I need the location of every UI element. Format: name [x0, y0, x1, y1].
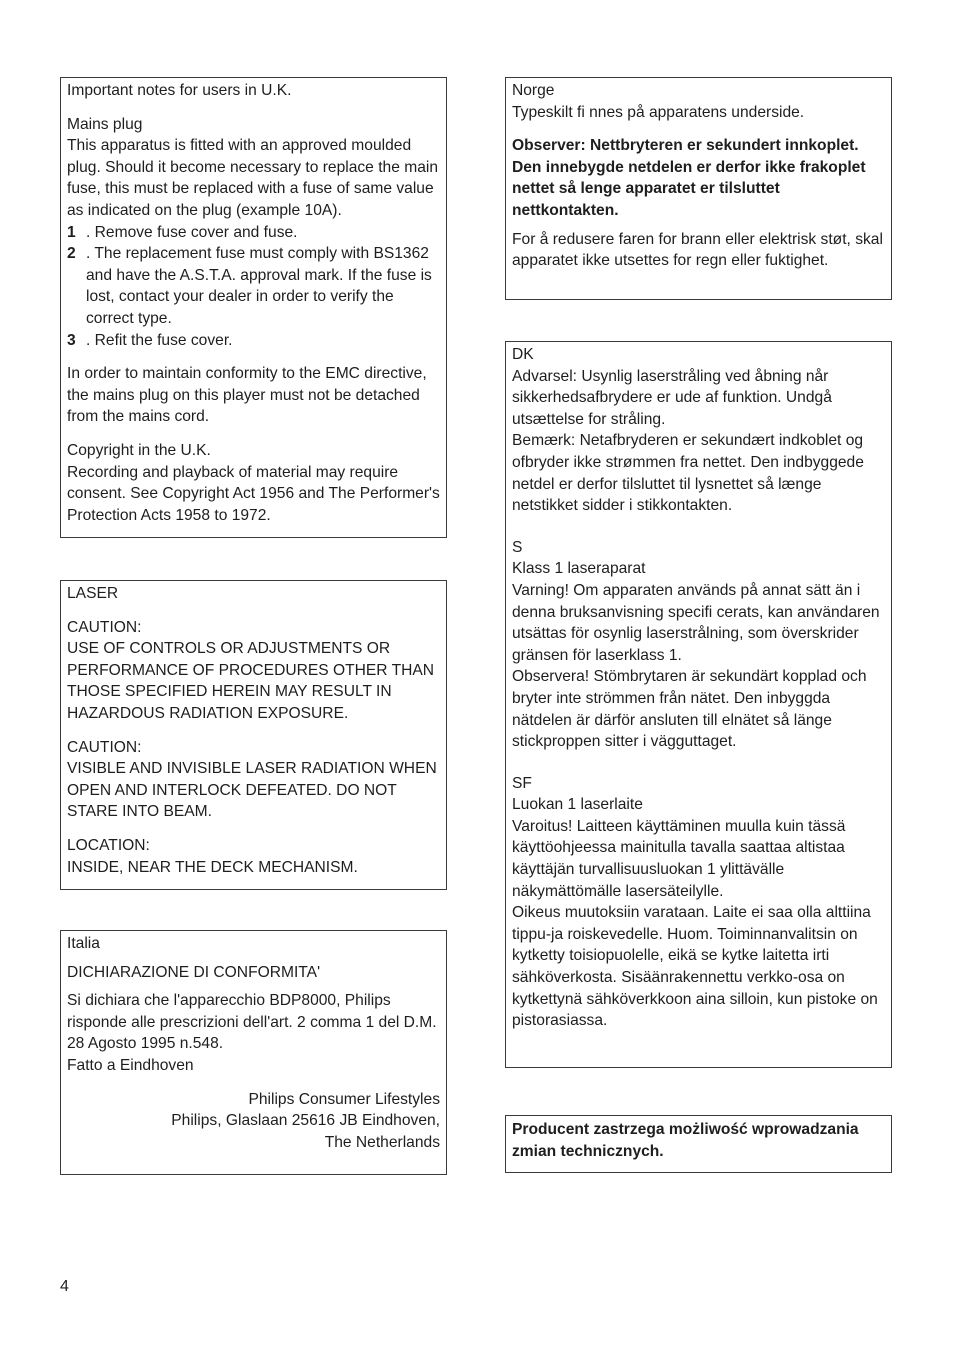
- laser-title: LASER: [67, 585, 119, 602]
- laser-notice-box: [60, 580, 447, 890]
- fuse-step-1: 1 . Remove fuse cover and fuse.: [67, 223, 298, 241]
- mains-plug-text: This apparatus is fitted with an approved moulded plug. Should it become necessary to replace the main fuse, this must be replaced with a fuse of same value as indicated on the plug (example 10A).: [67, 137, 438, 219]
- fuse-step-3: 3 . Refit the fuse cover.: [67, 331, 233, 349]
- caution2-heading: CAUTION:: [67, 738, 142, 756]
- nordic-laser-box: [505, 341, 892, 1068]
- norge-text-2: For å redusere faren for brann eller elektrisk støt, skal apparatet ikke utsettes for regn eller fuktighet.: [512, 230, 883, 270]
- norge-title: Norge: [512, 82, 555, 99]
- uk-title: Important notes for users in U.K.: [67, 82, 292, 99]
- caution2-text: VISIBLE AND INVISIBLE LASER RADIATION WHEN OPEN AND INTERLOCK DEFEATED. DO NOT STARE INTO BEAM.: [67, 760, 437, 821]
- sf-class: Luokan 1 laserlaite: [512, 796, 643, 814]
- italia-place: Fatto a Eindhoven: [67, 1056, 194, 1074]
- emc-text: In order to maintain conformity to the EMC directive, the mains plug on this player must not be detached from the mains cord.: [67, 365, 427, 426]
- norge-notice-box: [505, 77, 892, 300]
- polish-notice-box: [505, 1115, 892, 1173]
- italia-title: Italia: [67, 935, 100, 952]
- mains-plug-heading: Mains plug: [67, 115, 143, 133]
- italia-text: Si dichiara che l'apparecchio BDP8000, Philips risponde alle prescrizioni dell'art. 2 comma 1 del D.M. 28 Agosto 1995 n.548.: [67, 992, 437, 1053]
- address-line-1: Philips Consumer Lifestyles: [248, 1090, 440, 1108]
- norge-bold-text: Observer: Nettbryteren er sekundert innkoplet. Den innebygde netdelen er derfor ikke frakoplet nettet så lenge apparatet er tilsluttet nettkontakten.: [512, 137, 866, 219]
- fuse-steps-list: [67, 222, 440, 352]
- s-title: S: [512, 538, 523, 556]
- sf-note: Oikeus muutoksiin varataan. Laite ei saa olla alttiina tippu-ja roiskevedelle. Huom. Toiminnanvalitsin on kytketty toisiopuolelle, eikä se kytke laitetta irti sähköverkosta. Sisäänrakennettu verkko-osa on kytkettynä sähköverkkoon aina silloin, kun pistoke on pistorasiassa.: [512, 904, 878, 1030]
- address-line-3: The Netherlands: [324, 1133, 440, 1151]
- polish-text: Producent zastrzega możliwość wprowadzania zmian technicznych.: [512, 1121, 859, 1160]
- norge-text-1: Typeskilt fi nnes på apparatens underside.: [512, 103, 805, 121]
- s-note: Observera! Stömbrytaren är sekundärt kopplad och bryter inte strömmen från nätet. Den inbyggda nätdelen är därför ansluten till elnätet så länge stickproppen sitter i vägguttaget.: [512, 668, 867, 751]
- address-line-2: Philips, Glaslaan 25616 JB Eindhoven,: [171, 1112, 440, 1130]
- s-warning: Varning! Om apparaten används på annat sätt än i denna bruksanvisning specifi cerats, kan användaren utsättas för osynlig laserstrålning, som överskrider gränsen för laserklass 1.: [512, 581, 880, 664]
- page-number: 4: [60, 1278, 69, 1295]
- italia-heading: DICHIARAZIONE DI CONFORMITA': [67, 963, 321, 981]
- dk-note: Bemærk: Netafbryderen er sekundært indkoblet og ofbryder ikke strømmen fra nettet. Den indbyggede netdel er derfor tilsluttet til lysnettet så længe netstikket sidder i stikkontakten.: [512, 432, 864, 515]
- s-class: Klass 1 laseraparat: [512, 560, 646, 578]
- copyright-heading: Copyright in the U.K.: [67, 441, 211, 459]
- sf-warning: Varoitus! Laitteen käyttäminen muulla kuin tässä käyttöohjeessa mainitulla tavalla saattaa altistaa käyttäjän turvallisuusluokan 1 ylittävälle näkymättömälle lasersäteilylle.: [512, 817, 846, 900]
- copyright-text: Recording and playback of material may require consent. See Copyright Act 1956 and The Performer's Protection Acts 1958 to 1972.: [67, 463, 440, 524]
- caution1-text: USE OF CONTROLS OR ADJUSTMENTS OR PERFORMANCE OF PROCEDURES OTHER THAN THOSE SPECIFIED HEREIN MAY RESULT IN HAZARDOUS RADIATION EXPOSURE.: [67, 640, 435, 722]
- dk-title: DK: [512, 346, 534, 363]
- dk-warning: Advarsel: Usynlig laserstråling ved åbning når sikkerhedsafbrydere er ude af funktion. Undgå utsættelse for stråling.: [512, 367, 832, 428]
- sf-title: SF: [512, 774, 532, 792]
- location-heading: LOCATION:: [67, 836, 150, 854]
- fuse-step-2: 2 . The replacement fuse must comply with BS1362 and have the A.S.T.A. approval mark. If the fuse is lost, contact your dealer in order to verify the correct type.: [67, 245, 432, 327]
- caution1-heading: CAUTION:: [67, 618, 142, 636]
- location-text: INSIDE, NEAR THE DECK MECHANISM.: [67, 858, 358, 876]
- italia-notice-box: [60, 930, 447, 1175]
- uk-notice-box: [60, 77, 447, 538]
